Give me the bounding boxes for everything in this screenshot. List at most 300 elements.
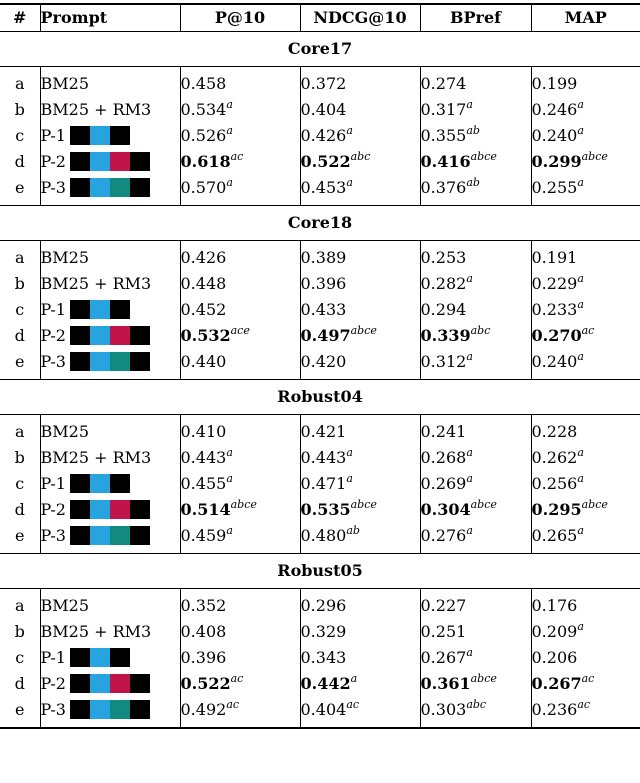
prompt-structure-bar [70, 152, 150, 171]
metric-value: 0.497 [300, 326, 351, 345]
prompt-label: P-2 [40, 152, 66, 171]
prompt-label: P-3 [40, 526, 66, 545]
significance-marker: a [346, 445, 353, 459]
cell-map [531, 175, 640, 206]
row-prompt [40, 175, 180, 206]
prompt-block-blue [90, 700, 110, 719]
prompt-block-black [130, 326, 150, 345]
table-row [0, 619, 640, 645]
cell-map [531, 97, 640, 123]
metric-value: 0.618 [180, 152, 231, 171]
significance-marker: abce [581, 497, 608, 511]
cell-map [531, 323, 640, 349]
table-row [0, 471, 640, 497]
significance-marker: a [577, 619, 584, 633]
significance-marker: a [577, 471, 584, 485]
header-ndcg10: NDCG@10 [300, 4, 420, 32]
cell-p10 [180, 589, 300, 620]
cell-p10 [180, 323, 300, 349]
significance-marker: a [226, 97, 233, 111]
metric-value: 0.408 [180, 622, 227, 641]
metric-value: 0.526 [180, 126, 227, 145]
table-row [0, 297, 640, 323]
metric-value: 0.262 [531, 448, 578, 467]
row-id: b [0, 97, 40, 123]
metric-value: 0.253 [420, 248, 467, 267]
row-id: e [0, 175, 40, 206]
prompt-block-black [70, 648, 90, 667]
prompt-structure-bar [70, 526, 150, 545]
prompt-block-black [130, 700, 150, 719]
metric-value: 0.372 [300, 74, 347, 93]
metric-value: 0.448 [180, 274, 227, 293]
cell-p10 [180, 175, 300, 206]
cell-bpref [420, 671, 531, 697]
metric-value: 0.452 [180, 300, 227, 319]
table-row [0, 445, 640, 471]
metric-value: 0.267 [420, 648, 467, 667]
prompt-label: BM25 [40, 422, 89, 441]
prompt-label: P-2 [40, 326, 66, 345]
significance-marker: a [466, 445, 473, 459]
significance-marker: ac [230, 671, 244, 685]
metric-value: 0.458 [180, 74, 227, 93]
header-p10: P@10 [180, 4, 300, 32]
significance-marker: ab [466, 175, 480, 189]
prompt-label: BM25 + RM3 [40, 100, 152, 119]
header-prompt: Prompt [40, 4, 180, 32]
table-row [0, 645, 640, 671]
cell-map [531, 645, 640, 671]
metric-value: 0.471 [300, 474, 347, 493]
significance-marker: a [577, 123, 584, 137]
section-group [0, 380, 640, 554]
metric-value: 0.492 [180, 700, 227, 719]
metric-value: 0.228 [531, 422, 578, 441]
row-prompt [40, 619, 180, 645]
significance-marker: abc [470, 323, 491, 337]
cell-map [531, 445, 640, 471]
section-group [0, 32, 640, 206]
significance-marker: abce [350, 497, 377, 511]
prompt-block-blue [90, 500, 110, 519]
cell-map [531, 589, 640, 620]
cell-bpref [420, 619, 531, 645]
cell-p10 [180, 523, 300, 554]
table-row [0, 323, 640, 349]
significance-marker: abce [470, 497, 497, 511]
row-id: b [0, 271, 40, 297]
metric-value: 0.270 [531, 326, 582, 345]
prompt-label: BM25 + RM3 [40, 622, 152, 641]
table-row [0, 697, 640, 728]
metric-value: 0.296 [300, 596, 347, 615]
row-prompt [40, 471, 180, 497]
prompt-block-black [70, 352, 90, 371]
prompt-block-crimson [110, 152, 130, 171]
metric-value: 0.229 [531, 274, 578, 293]
prompt-label: BM25 [40, 248, 89, 267]
metric-value: 0.426 [180, 248, 227, 267]
prompt-block-crimson [110, 500, 130, 519]
metric-value: 0.303 [420, 700, 467, 719]
table-row [0, 349, 640, 380]
prompt-block-blue [90, 126, 110, 145]
metric-value: 0.240 [531, 352, 578, 371]
prompt-block-blue [90, 352, 110, 371]
row-id: d [0, 671, 40, 697]
cell-bpref [420, 175, 531, 206]
cell-p10 [180, 445, 300, 471]
cell-ndcg [300, 415, 420, 446]
row-prompt [40, 415, 180, 446]
row-id: c [0, 471, 40, 497]
metric-value: 0.343 [300, 648, 347, 667]
prompt-block-crimson [110, 674, 130, 693]
prompt-block-black [130, 500, 150, 519]
cell-map [531, 271, 640, 297]
cell-bpref [420, 349, 531, 380]
metric-value: 0.256 [531, 474, 578, 493]
significance-marker: a [577, 445, 584, 459]
significance-marker: a [226, 175, 233, 189]
row-prompt [40, 323, 180, 349]
prompt-label: P-1 [40, 126, 66, 145]
significance-marker: a [466, 523, 473, 537]
prompt-block-blue [90, 648, 110, 667]
row-prompt [40, 349, 180, 380]
prompt-block-blue [90, 526, 110, 545]
cell-map [531, 471, 640, 497]
significance-marker: a [577, 175, 584, 189]
cell-ndcg [300, 241, 420, 272]
cell-ndcg [300, 645, 420, 671]
cell-p10 [180, 67, 300, 98]
prompt-block-black [130, 352, 150, 371]
row-prompt [40, 445, 180, 471]
metric-value: 0.304 [420, 500, 471, 519]
section-title: Robust04 [0, 380, 640, 415]
prompt-label: P-3 [40, 178, 66, 197]
cell-p10 [180, 123, 300, 149]
significance-marker: ab [346, 523, 360, 537]
metric-value: 0.361 [420, 674, 471, 693]
cell-map [531, 497, 640, 523]
row-id: d [0, 323, 40, 349]
metric-value: 0.312 [420, 352, 467, 371]
prompt-block-teal [110, 178, 130, 197]
row-prompt [40, 241, 180, 272]
cell-bpref [420, 645, 531, 671]
row-id: e [0, 523, 40, 554]
significance-marker: a [226, 523, 233, 537]
metric-value: 0.206 [531, 648, 578, 667]
row-id: e [0, 697, 40, 728]
section-header-row [0, 206, 640, 241]
cell-ndcg [300, 323, 420, 349]
prompt-structure-bar [70, 700, 150, 719]
metric-value: 0.420 [300, 352, 347, 371]
metric-value: 0.276 [420, 526, 467, 545]
significance-marker: abce [470, 149, 497, 163]
cell-bpref [420, 297, 531, 323]
prompt-block-teal [110, 352, 130, 371]
significance-marker: ac [346, 697, 360, 711]
header-bpref: BPref [420, 4, 531, 32]
prompt-block-blue [90, 326, 110, 345]
cell-p10 [180, 497, 300, 523]
cell-p10 [180, 645, 300, 671]
cell-bpref [420, 445, 531, 471]
prompt-block-black [110, 474, 130, 493]
significance-marker: abce [581, 149, 608, 163]
metric-value: 0.459 [180, 526, 227, 545]
row-id: b [0, 445, 40, 471]
table-row [0, 589, 640, 620]
metric-value: 0.176 [531, 596, 578, 615]
cell-p10 [180, 619, 300, 645]
cell-ndcg [300, 123, 420, 149]
cell-bpref [420, 415, 531, 446]
prompt-block-black [130, 152, 150, 171]
significance-marker: a [346, 123, 353, 137]
results-table [0, 3, 640, 729]
cell-ndcg [300, 67, 420, 98]
prompt-block-black [130, 674, 150, 693]
row-id: d [0, 149, 40, 175]
row-id: a [0, 415, 40, 446]
row-id: a [0, 67, 40, 98]
metric-value: 0.433 [300, 300, 347, 319]
prompt-structure-bar [70, 648, 130, 667]
significance-marker: a [346, 471, 353, 485]
cell-map [531, 523, 640, 554]
metric-value: 0.396 [180, 648, 227, 667]
prompt-block-black [70, 178, 90, 197]
metric-value: 0.339 [420, 326, 471, 345]
section-title: Core18 [0, 206, 640, 241]
prompt-block-black [70, 526, 90, 545]
metric-value: 0.255 [531, 178, 578, 197]
metric-value: 0.522 [300, 152, 351, 171]
table-row [0, 175, 640, 206]
metric-value: 0.443 [300, 448, 347, 467]
metric-value: 0.265 [531, 526, 578, 545]
prompt-block-black [70, 152, 90, 171]
metric-value: 0.233 [531, 300, 578, 319]
cell-bpref [420, 471, 531, 497]
prompt-structure-bar [70, 326, 150, 345]
cell-p10 [180, 297, 300, 323]
metric-value: 0.480 [300, 526, 347, 545]
significance-marker: ac [577, 697, 591, 711]
cell-ndcg [300, 175, 420, 206]
table-row [0, 671, 640, 697]
row-id: b [0, 619, 40, 645]
significance-marker: a [466, 645, 473, 659]
prompt-block-black [110, 300, 130, 319]
prompt-label: P-3 [40, 700, 66, 719]
metric-value: 0.295 [531, 500, 582, 519]
cell-map [531, 149, 640, 175]
row-id: d [0, 497, 40, 523]
metric-value: 0.455 [180, 474, 227, 493]
cell-map [531, 619, 640, 645]
row-prompt [40, 671, 180, 697]
prompt-label: BM25 [40, 74, 89, 93]
prompt-label: P-2 [40, 500, 66, 519]
cell-bpref [420, 149, 531, 175]
significance-marker: a [226, 471, 233, 485]
cell-bpref [420, 589, 531, 620]
table-row [0, 149, 640, 175]
table-row [0, 97, 640, 123]
metric-value: 0.421 [300, 422, 347, 441]
cell-ndcg [300, 471, 420, 497]
prompt-block-blue [90, 674, 110, 693]
cell-p10 [180, 149, 300, 175]
cell-ndcg [300, 97, 420, 123]
metric-value: 0.299 [531, 152, 582, 171]
metric-value: 0.267 [531, 674, 582, 693]
metric-value: 0.404 [300, 700, 347, 719]
metric-value: 0.396 [300, 274, 347, 293]
prompt-block-black [70, 674, 90, 693]
significance-marker: a [577, 349, 584, 363]
prompt-block-black [110, 648, 130, 667]
section-header-row [0, 380, 640, 415]
prompt-structure-bar [70, 300, 130, 319]
prompt-block-black [70, 700, 90, 719]
prompt-structure-bar [70, 474, 130, 493]
row-prompt [40, 523, 180, 554]
metric-value: 0.355 [420, 126, 467, 145]
metric-value: 0.199 [531, 74, 578, 93]
metric-value: 0.209 [531, 622, 578, 641]
cell-map [531, 123, 640, 149]
significance-marker: ac [581, 323, 595, 337]
significance-marker: abce [350, 323, 377, 337]
metric-value: 0.236 [531, 700, 578, 719]
cell-ndcg [300, 671, 420, 697]
metric-value: 0.570 [180, 178, 227, 197]
prompt-label: P-3 [40, 352, 66, 371]
cell-ndcg [300, 271, 420, 297]
prompt-block-black [70, 126, 90, 145]
cell-bpref [420, 323, 531, 349]
cell-p10 [180, 241, 300, 272]
row-prompt [40, 589, 180, 620]
significance-marker: a [466, 97, 473, 111]
significance-marker: a [577, 97, 584, 111]
table-row [0, 271, 640, 297]
metric-value: 0.269 [420, 474, 467, 493]
section-header-row [0, 32, 640, 67]
metric-value: 0.426 [300, 126, 347, 145]
cell-map [531, 671, 640, 697]
significance-marker: ac [226, 697, 240, 711]
cell-bpref [420, 271, 531, 297]
cell-p10 [180, 415, 300, 446]
prompt-block-black [70, 300, 90, 319]
significance-marker: ab [466, 123, 480, 137]
prompt-block-black [70, 326, 90, 345]
cell-ndcg [300, 149, 420, 175]
cell-map [531, 349, 640, 380]
cell-p10 [180, 671, 300, 697]
row-id: a [0, 589, 40, 620]
prompt-block-black [70, 474, 90, 493]
row-prompt [40, 645, 180, 671]
cell-bpref [420, 97, 531, 123]
significance-marker: ac [581, 671, 595, 685]
metric-value: 0.440 [180, 352, 227, 371]
section-title: Core17 [0, 32, 640, 67]
row-prompt [40, 149, 180, 175]
metric-value: 0.416 [420, 152, 471, 171]
row-prompt [40, 297, 180, 323]
section-group [0, 554, 640, 729]
cell-bpref [420, 241, 531, 272]
cell-ndcg [300, 697, 420, 728]
cell-map [531, 241, 640, 272]
metric-value: 0.514 [180, 500, 231, 519]
cell-p10 [180, 471, 300, 497]
row-prompt [40, 97, 180, 123]
cell-bpref [420, 497, 531, 523]
metric-value: 0.191 [531, 248, 578, 267]
metric-value: 0.240 [531, 126, 578, 145]
cell-ndcg [300, 349, 420, 380]
cell-ndcg [300, 619, 420, 645]
row-id: c [0, 123, 40, 149]
cell-map [531, 67, 640, 98]
significance-marker: a [350, 671, 358, 685]
prompt-block-teal [110, 700, 130, 719]
table-row [0, 497, 640, 523]
header-row [0, 4, 640, 32]
significance-marker: abce [470, 671, 497, 685]
metric-value: 0.329 [300, 622, 347, 641]
cell-bpref [420, 123, 531, 149]
significance-marker: abce [230, 497, 257, 511]
significance-marker: a [226, 445, 233, 459]
cell-p10 [180, 271, 300, 297]
significance-marker: a [466, 349, 473, 363]
cell-ndcg [300, 445, 420, 471]
metric-value: 0.251 [420, 622, 467, 641]
prompt-label: BM25 + RM3 [40, 448, 152, 467]
prompt-block-black [130, 526, 150, 545]
metric-value: 0.246 [531, 100, 578, 119]
metric-value: 0.410 [180, 422, 227, 441]
metric-value: 0.241 [420, 422, 467, 441]
prompt-block-blue [90, 178, 110, 197]
metric-value: 0.453 [300, 178, 347, 197]
metric-value: 0.274 [420, 74, 467, 93]
significance-marker: a [466, 271, 473, 285]
metric-value: 0.352 [180, 596, 227, 615]
metric-value: 0.317 [420, 100, 467, 119]
row-prompt [40, 271, 180, 297]
table-header [0, 4, 640, 32]
significance-marker: abc [350, 149, 371, 163]
metric-value: 0.442 [300, 674, 351, 693]
table-row [0, 123, 640, 149]
significance-marker: a [346, 175, 353, 189]
cell-ndcg [300, 297, 420, 323]
metric-value: 0.534 [180, 100, 227, 119]
